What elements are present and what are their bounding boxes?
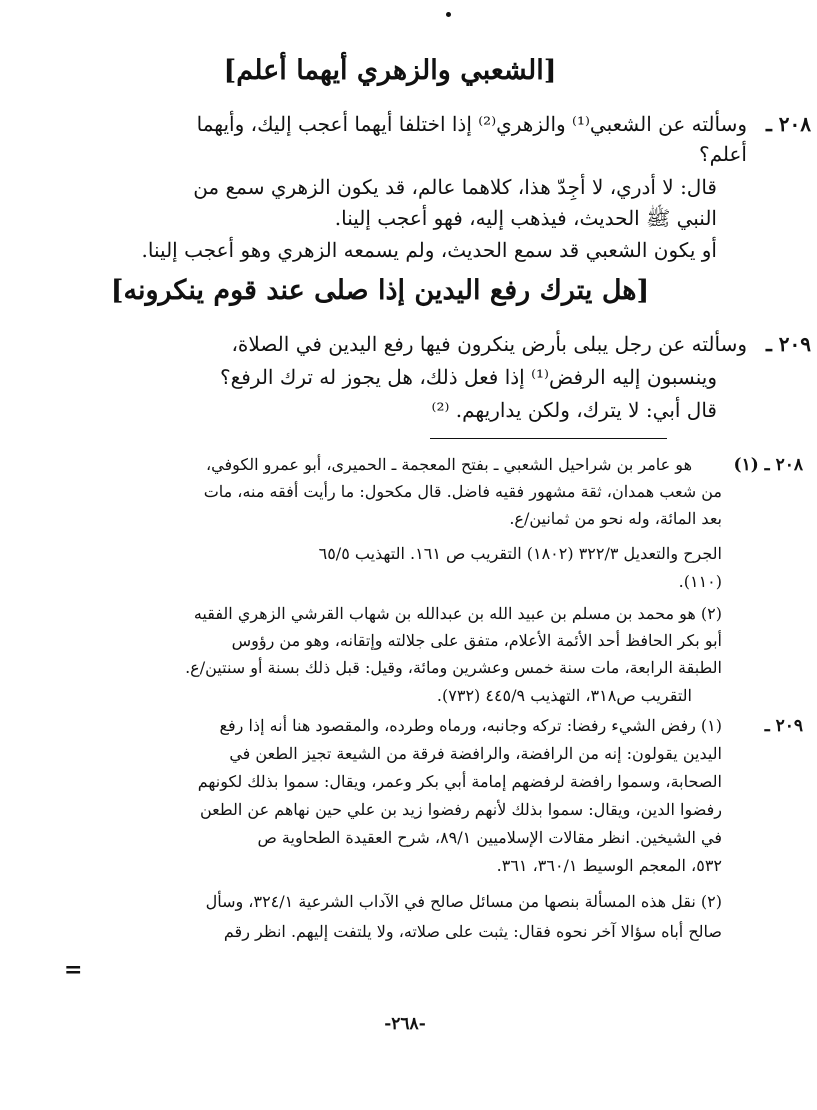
entry-number-209: ٢٠٩ ـ xyxy=(765,332,811,356)
footnote-line: من شعب همدان، ثقة مشهور فقيه فاضل. قال مكحول: ما رأيت أفقه منه، مات xyxy=(203,482,722,501)
footnote-line: (٢) نقل هذه المسألة بنصها من مسائل صالح في الآداب الشرعية ٣٢٤/١، وسأل xyxy=(205,892,722,911)
footnote-line: رفضوا الدين، ويقال: سموا بذلك لأنهم رفضوا زيد بن علي حين نهاهم عن الطعن xyxy=(199,800,722,819)
footnote-number-209: ٢٠٩ ـ xyxy=(764,716,803,736)
entry-208-line-5: أو يكون الشعبي قد سمع الحديث، ولم يسمعه الزهري وهو أعجب إلينا. xyxy=(141,238,717,262)
footnote-line: ٥٣٢، المعجم الوسيط ٣٦٠/١، ٣٦١. xyxy=(496,856,722,875)
footnote-line: (٢) هو محمد بن مسلم بن عبيد الله بن عبدالله بن شهاب القرشي الزهري الفقيه xyxy=(193,604,722,623)
entry-number-208: ٢٠٨ ـ xyxy=(765,112,811,136)
entry-209-line-1: وسألته عن رجل يبلى بأرض ينكرون فيها رفع اليدين في الصلاة، xyxy=(231,332,747,356)
entry-208-line-3: قال: لا أدري، لا أجِدّ هذا، كلاهما عالم، قد يكون الزهري سمع من xyxy=(193,175,717,199)
section-heading-209: [هل يترك رفع اليدين إذا صلى عند قوم ينكرونه] xyxy=(110,275,650,306)
section-heading-208: [الشعبي والزهري أيهما أعلم] xyxy=(223,55,557,86)
entry-208-line-1: وسألته عن الشعبي⁽¹⁾ والزهري⁽²⁾ إذا اختلفا أيهما أعجب إليك، وأيهما xyxy=(196,112,747,136)
footnote-number-208: ٢٠٨ ـ (١) xyxy=(733,455,803,475)
entry-209-line-2: وينسبون إليه الرفض⁽¹⁾ إذا فعل ذلك، هل يجوز له ترك الرفع؟ xyxy=(219,365,717,389)
footnote-separator xyxy=(430,438,667,439)
page-number: -٢٦٨- xyxy=(384,1014,426,1034)
footnote-line: أبو بكر الحافظ أحد الأئمة الأعلام، متفق على جلالته وإتقانه، وهو من رؤوس xyxy=(231,631,722,650)
footnote-line: الجرح والتعديل ٣٢٢/٣ (١٨٠٢) التقريب ص ١٦١. التهذيب ٦٥/٥ xyxy=(318,544,722,563)
footnote-line: (١١٠). xyxy=(678,572,722,591)
footnote-line: صالح أباه سؤالا آخر نحوه فقال: يثبت على صلاته، ولا يلتفت إليهم. انظر رقم xyxy=(223,922,722,941)
footnote-line: في الشيخين. انظر مقالات الإسلاميين ٨٩/١، شرح العقيدة الطحاوية ص xyxy=(257,828,722,847)
footnote-line: الصحابة، وسموا رافضة لرفضهم إمامة أبي بكر وعمر، ويقال: سموا بذلك لكونهم xyxy=(197,772,722,791)
footnote-line: بعد المائة، وله نحو من ثمانين/ع. xyxy=(509,509,722,528)
footnote-line: اليدين يقولون: إنه من الرافضة، والرافضة فرقة من الشيعة تجيز الطعن في xyxy=(229,744,722,763)
entry-208-line-2: أعلم؟ xyxy=(698,142,747,166)
entry-209-line-3: قال أبي: لا يترك، ولكن يداريهم. ⁽²⁾ xyxy=(431,398,717,422)
footnote-line: الطبقة الرابعة، مات سنة خمس وعشرين ومائة، وقيل: قبل ذلك بسنة أو سنتين/ع. xyxy=(185,658,722,677)
entry-208-line-4: النبي ﷺ الحديث، فيذهب إليه، فهو أعجب إلينا. xyxy=(334,206,717,230)
footnote-line: هو عامر بن شراحيل الشعبي ـ بفتح المعجمة ـ الحميرى، أبو عمرو الكوفي، xyxy=(205,455,692,474)
continuation-mark: = xyxy=(64,957,83,983)
footnote-line: التقريب ص٣١٨، التهذيب ٤٤٥/٩ (٧٣٢). xyxy=(436,686,692,705)
footnote-line: (١) رفض الشيء رفضا: تركه وجانبه، ورماه وطرده، والمقصود هنا أنه إذا رفع xyxy=(219,716,722,735)
top-mark xyxy=(446,12,451,17)
